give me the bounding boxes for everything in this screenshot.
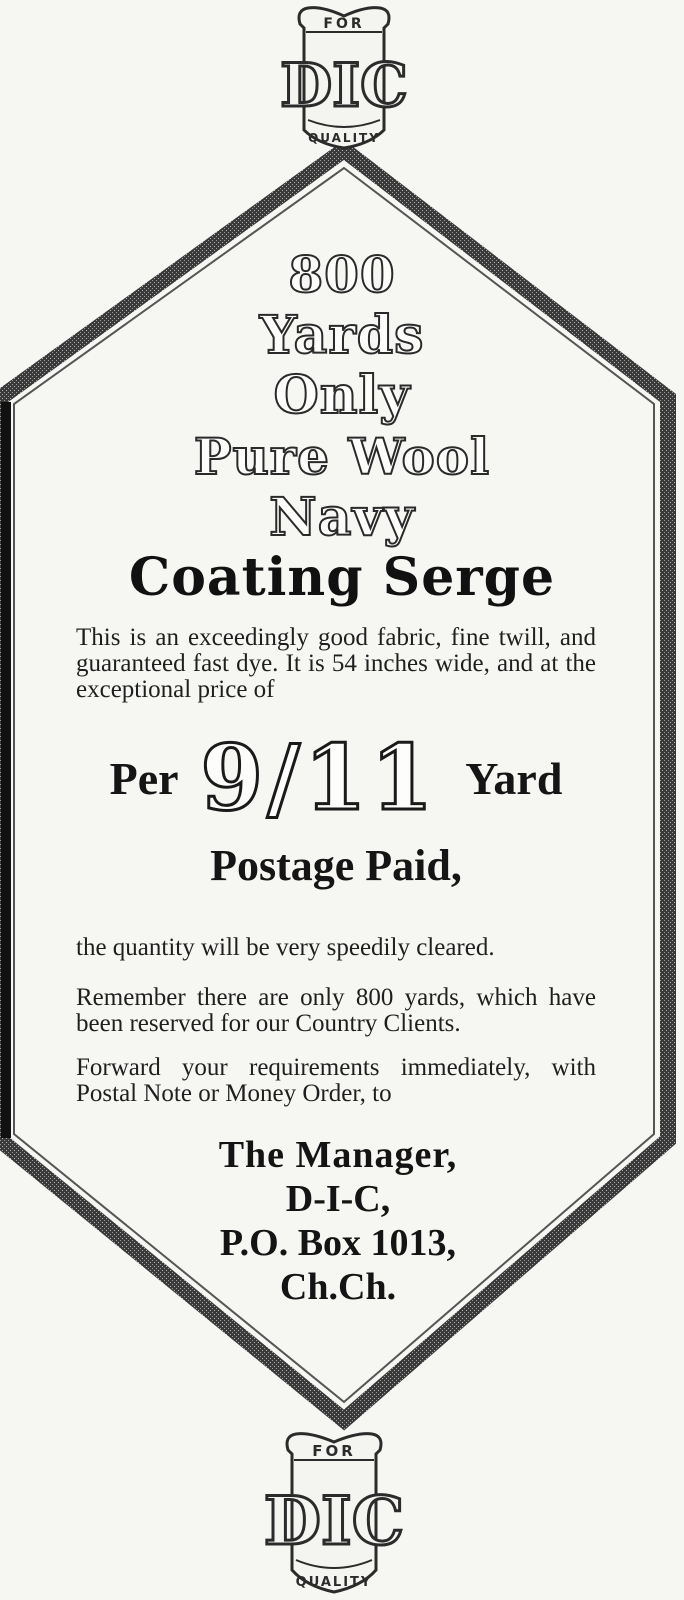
badge-top-monogram: DIC [280,51,408,121]
address-po-box: P.O. Box 1013, [219,1222,457,1264]
headline [60,245,624,608]
headline-pure-wool: Pure Wool [193,427,491,486]
headline-only: Only [273,365,411,426]
cleared-paragraph: the quantity will be very speedily cleared. [76,934,495,961]
intro-paragraph: This is an exceedingly good fabric, fine twill, and guaranteed fast dye. It is 54 inches wide, and at the exceptional price of [76,624,596,703]
price-per-label: Per [109,752,179,804]
address-company: D-I-C, [285,1178,391,1220]
price-unit-label: Yard [465,752,563,804]
badge-top-for-text: FOR [323,16,365,32]
postage-paid: Postage Paid, [210,841,462,890]
address-manager: The Manager, [218,1134,458,1176]
address-city: Ch.Ch. [279,1266,397,1308]
badge-top-quality-text: QUALITY [308,131,380,145]
price-value: 9/11 [200,725,438,831]
badge-bottom-monogram: DIC [263,1482,405,1560]
dic-quality-badge-bottom [263,1428,405,1596]
price-row [76,725,596,831]
badge-bottom-quality-text: QUALITY [295,1575,373,1590]
forward-paragraph: Forward your requirements immediately, with Postal Note or Money Order, to [76,1054,596,1107]
headline-navy: Navy [269,487,415,548]
headline-coating-serge: Coating Serge [128,547,556,608]
dic-quality-badge-top [280,2,408,152]
badge-bottom-for-text: FOR [312,1442,356,1460]
address-block [100,1133,576,1309]
headline-yards: Yards [259,305,425,366]
remember-paragraph: Remember there are only 800 yards, which have been reserved for our Country Clients. [76,984,596,1037]
headline-quantity: 800 [288,245,396,304]
